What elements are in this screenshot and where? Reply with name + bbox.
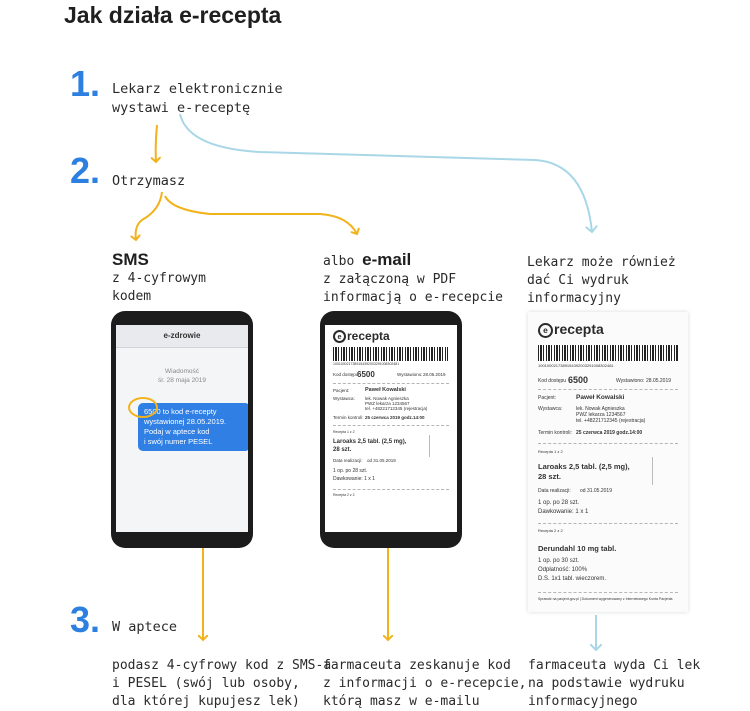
option-sms-heading: SMS: [112, 250, 149, 269]
phone-sms-screen: [116, 325, 248, 532]
rx1-date: od 31.05.2019: [367, 458, 396, 463]
printout-issuer-line: lek. Nowak Agnieszka: [576, 406, 625, 412]
issuer-line: lek. Nowak Agnieszka: [365, 396, 409, 401]
phone-email-screen: [325, 325, 457, 532]
sms-message-line: 6500 to kod e-recepty: [144, 407, 217, 416]
printout-issuer-line: PWZ lekarza 1234567: [576, 412, 626, 418]
printout-deadline: 25 czerwca 2019 godz.14:00: [576, 430, 643, 436]
printout-patient-name: Paweł Kowalski: [576, 394, 625, 401]
barcode-number: 1001000217389154392003291008302481: [333, 362, 400, 366]
printout-issuer-label: Wystawca:: [538, 406, 563, 412]
rx1-qty: 28 szt.: [333, 447, 352, 453]
step-1-line-2: wystawi e-receptę: [112, 100, 251, 116]
option-email-line-2: informacją o e-recepcie: [323, 290, 504, 305]
outcome-sms: [112, 657, 331, 711]
issued-label: Wystawiono:: [397, 372, 423, 377]
printout-barcode: [538, 345, 678, 361]
printout-issuer-line: tel. +48221712345 (rejestracja): [576, 418, 646, 424]
code-label: Kod dostępu: [333, 372, 359, 377]
outcome-printout-line: farmaceuta wyda Ci lek: [528, 658, 701, 673]
option-printout-line-2: dać Ci wydruk: [527, 273, 629, 288]
issuer-line: tel. +48221712345 (rejestracja): [365, 406, 428, 411]
rx1-drug: Laroaks 2,5 tabl. (2,5 mg),: [333, 439, 407, 445]
printout-rx2-drug: Derundahl 10 mg tabl.: [538, 544, 617, 553]
step-1-line-1: Lekarz elektronicznie: [112, 81, 283, 97]
option-email-heading: e-mail: [362, 250, 412, 269]
arrow-to-email: [165, 196, 357, 234]
printout-patient-label: Pacjent:: [538, 395, 557, 401]
step-3-number: 3.: [70, 599, 101, 640]
outcome-sms-line: podasz 4-cyfrowy kod z SMS-a: [112, 658, 332, 673]
sms-meta: [116, 367, 248, 385]
printout-rx1-qty: 28 szt.: [538, 472, 561, 481]
printout-rx1-date: od 31.05.2019: [580, 488, 612, 494]
outcome-printout-line: informacyjnego: [528, 694, 638, 709]
printout-rx1-date-label: Data realizacji:: [538, 488, 571, 494]
printout-receipt: [528, 312, 688, 612]
printout-rx1-freq: Dawkowanie: 1 x 1: [538, 509, 589, 515]
page-title: Jak działa e-recepta: [64, 2, 282, 28]
option-printout: [527, 254, 676, 308]
step-2-number: 2.: [70, 150, 101, 191]
option-email-line-1: z załączoną w PDF: [323, 272, 457, 287]
barcode: [333, 347, 448, 361]
printout-rx2-dose: 1 op. po 30 szt.: [538, 558, 580, 564]
printout-rx2-pay: Odpłatność: 100%: [538, 567, 588, 573]
outcome-email: [323, 657, 527, 711]
step-1-text: [112, 80, 283, 118]
issued-date: 28.05.2019: [423, 372, 446, 377]
rx1-freq: Dawkowanie: 1 x 1: [333, 476, 375, 482]
printout-issued-label: Wystawiono:: [616, 378, 645, 384]
issuer-label: Wystawca:: [333, 396, 355, 401]
sms-message-line: Podaj w aptece kod: [144, 427, 210, 436]
access-code: 6500: [357, 370, 375, 379]
option-email-prefix: albo: [323, 254, 363, 269]
deadline-label: Termin kontroli:: [333, 415, 364, 420]
rx1-label: Recepta 1 z 2: [333, 430, 355, 434]
rx1-date-label: Data realizacji:: [333, 458, 363, 463]
sms-message-line: i swój numer PESEL: [144, 437, 213, 446]
printout-footer: Sprawdź na pacjent.gov.pl | Dokument wygenerowany z Internetowego Konta Pacjenta: [538, 597, 673, 601]
printout-deadline-label: Termin kontroli:: [538, 430, 572, 436]
arrow-to-sms: [136, 192, 162, 240]
printout-issued-date: 28.05.2019: [646, 378, 672, 384]
option-sms-line-2: kodem: [112, 289, 152, 304]
printout-access-code: 6500: [568, 375, 589, 385]
printout-rx1-drug: Laroaks 2,5 tabl. (2,5 mg),: [538, 462, 630, 471]
patient-name: Paweł Kowalski: [365, 387, 406, 393]
step-2-text: Otrzymasz: [112, 173, 186, 189]
sms-meta-label: Wiadomość: [165, 368, 199, 375]
phone-email: [320, 311, 462, 548]
outcome-printout-line: na podstawie wydruku: [528, 676, 685, 691]
outcome-sms-line: dla której kupujesz lek): [112, 694, 300, 709]
outcome-sms-line: i PESEL (swój lub osoby,: [112, 676, 300, 691]
outcome-email-line: z informacji o e-recepcie,: [323, 676, 527, 691]
rx1-dose: 1 op. po 28 szt.: [333, 468, 368, 474]
sms-message-line: wystawionej 28.05.2019.: [144, 417, 227, 426]
option-sms: [112, 250, 206, 306]
printout-code-label: Kod dostępu: [538, 378, 567, 384]
patient-label: Pacjent:: [333, 388, 350, 393]
option-sms-line-1: z 4-cyfrowym: [112, 271, 206, 286]
issuer-line: PWZ lekarza 1234567: [365, 401, 410, 406]
option-email: [323, 250, 503, 307]
outcome-email-line: którą masz w e-mailu: [323, 694, 480, 709]
printout-rx1-dose: 1 op. po 28 szt.: [538, 500, 580, 506]
phone-sms: [111, 311, 253, 548]
printout-rx1-label: Recepta 1 z 2: [538, 449, 563, 454]
step-3-text: W aptece: [112, 619, 178, 635]
receipt-small: [325, 325, 457, 532]
printout-logo: e recepta: [538, 321, 604, 338]
outcome-printout: [528, 657, 700, 711]
printout-rx2-label: Recepta 2 z 2: [538, 528, 563, 533]
sms-meta-date: śr. 28 maja 2019: [157, 377, 207, 384]
rx2-label: Recepta 2 z 2: [333, 493, 355, 497]
outcome-email-line: farmaceuta zeskanuje kod: [323, 658, 511, 673]
receipt-logo: e recepta: [333, 329, 390, 343]
sms-app-title: e-zdrowie: [116, 325, 248, 348]
step-1-number: 1.: [70, 63, 101, 104]
deadline: 25 czerwca 2019 godz.14:00: [365, 415, 425, 420]
option-printout-line-3: informacyjny: [527, 291, 621, 306]
code-highlight-circle: [128, 397, 158, 418]
arrow-step1-to-step2: [156, 125, 157, 162]
printout-rx2-freq: D.S. 1x1 tabl. wieczorem.: [538, 576, 607, 582]
printout-barcode-number: 1001000217389154392003291008302481: [538, 363, 614, 368]
option-printout-line-1: Lekarz może również: [527, 255, 676, 270]
